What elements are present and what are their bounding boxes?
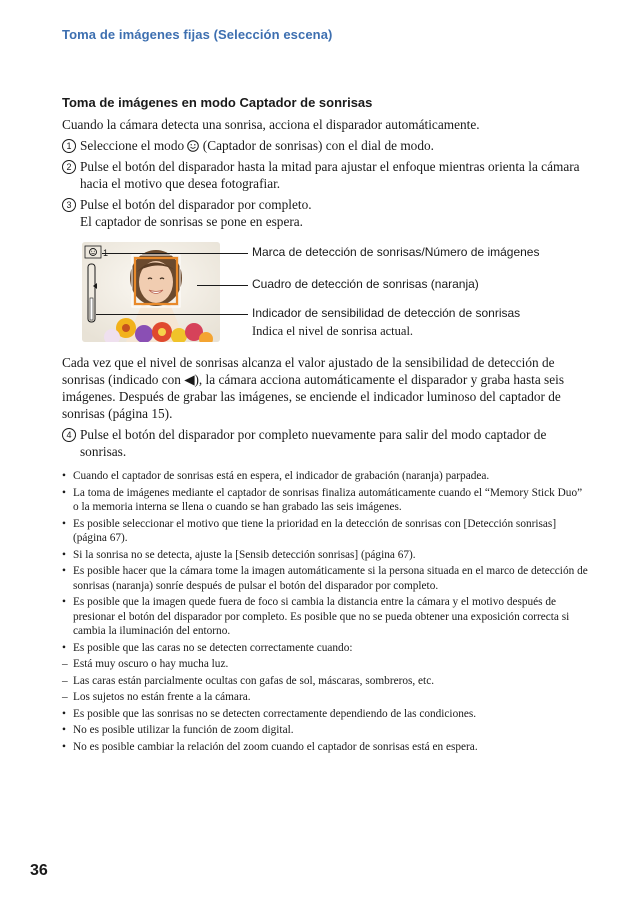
step-text-before: Seleccione el modo [80, 138, 188, 153]
screen-image-count: 1 [103, 248, 109, 258]
list-subitem: – Los sujetos no están frente a la cámara. [62, 691, 251, 703]
step-number: 4 [62, 428, 76, 442]
list-item: • Es posible que las sonrisas no se detecten correctamente dependiendo de las condiciones. [62, 707, 477, 720]
step-text-secondary: El captador de sonrisas se pone en espera. [80, 214, 304, 229]
callout-detection-frame-label: Cuadro de detección de sonrisas (naranja) [252, 277, 479, 291]
list-item: • Es posible hacer que la cámara tome la imagen automáticamente si la persona situada en el marco de detección de sonrisas (naranja) sonríe después de pulsar el botón del disparador por completo. [62, 565, 588, 592]
page-number: 36 [30, 862, 48, 879]
list-item: • Cuando el captador de sonrisas está en espera, el indicador de grabación (naranja) parpadea. [62, 470, 490, 482]
step-2 [62, 158, 590, 192]
list-item: • Es posible seleccionar el motivo que tiene la prioridad en la detección de sonrisas con [Detección sonrisas] (página 67). [62, 517, 557, 544]
list-subitem: – Está muy oscuro o hay mucha luz. [62, 658, 229, 670]
callout-line-smile-mark [102, 253, 248, 254]
list-subitem: – Las caras están parcialmente ocultas con gafas de sol, máscaras, sombreros, etc. [62, 674, 435, 687]
step-text: Pulse el botón del disparador por completo nuevamente para salir del modo captador de sonrisas. [80, 427, 547, 459]
list-item: • Es posible que la imagen quede fuera de foco si cambia la distancia entre la cámara y el motivo después de presionar el botón del disparador por completo. Es posible que no se pueda obtener una exposición correcta si cambia la iluminación del entorno. [62, 596, 570, 637]
section-title: Toma de imágenes en modo Captador de sonrisas [62, 95, 373, 110]
notes-list [62, 469, 590, 754]
intro-paragraph: Cuando la cámara detecta una sonrisa, acciona el disparador automáticamente. [62, 117, 480, 132]
main-content [62, 95, 590, 756]
callout-line-detection-frame [197, 285, 248, 286]
list-item: • Es posible que las caras no se detecten correctamente cuando: [62, 641, 353, 654]
step-text-after: (Captador de sonrisas) con el dial de modo. [199, 138, 434, 153]
step-number: 2 [62, 160, 76, 174]
smile-icon [187, 140, 199, 152]
camera-screen-illustration [82, 242, 220, 342]
step-number: 1 [62, 139, 76, 153]
callout-line-sensitivity [96, 314, 248, 315]
step-text: Pulse el botón del disparador hasta la mitad para ajustar el enfoque mientras orienta la cámara hacia el motivo que desea fotografiar. [80, 159, 580, 191]
smile-shutter-figure [62, 238, 590, 346]
list-item: • Si la sonrisa no se detecta, ajuste la [Sensib detección sonrisas] (página 67). [62, 548, 416, 561]
smiling-person-photo [82, 242, 220, 342]
callout-sensitivity-label: Indicador de sensibilidad de detección de sonrisas [252, 306, 521, 320]
step-number: 3 [62, 198, 76, 212]
step-3 [62, 196, 590, 230]
step-text: Pulse el botón del disparador por completo. [80, 197, 312, 212]
list-item: • No es posible utilizar la función de zoom digital. [62, 724, 294, 736]
body-paragraph: Cada vez que el nivel de sonrisas alcanza el valor ajustado de la sensibilidad de detección de sonrisas (indicado con ◀), la cámara acciona automáticamente el disparador y graba hasta seis imágenes. Después de grabar las imágenes, se enciende el indicador luminoso del captador de sonrisas (página 15). [62, 355, 565, 421]
list-item: • No es posible cambiar la relación del zoom cuando el captador de sonrisas está en espera. [62, 740, 478, 753]
list-item: • La toma de imágenes mediante el captador de sonrisas finaliza automáticamente cuando el “Memory Stick Duo” o la memoria interna se llena o cuando se han grabado las seis imágenes. [62, 486, 583, 513]
step-1 [62, 137, 590, 154]
running-header: Toma de imágenes fijas (Selección escena) [62, 27, 333, 42]
step-4 [62, 426, 590, 460]
callout-sensitivity-description: Indica el nivel de sonrisa actual. [252, 324, 414, 338]
callout-smile-mark-label: Marca de detección de sonrisas/Número de imágenes [252, 245, 540, 259]
